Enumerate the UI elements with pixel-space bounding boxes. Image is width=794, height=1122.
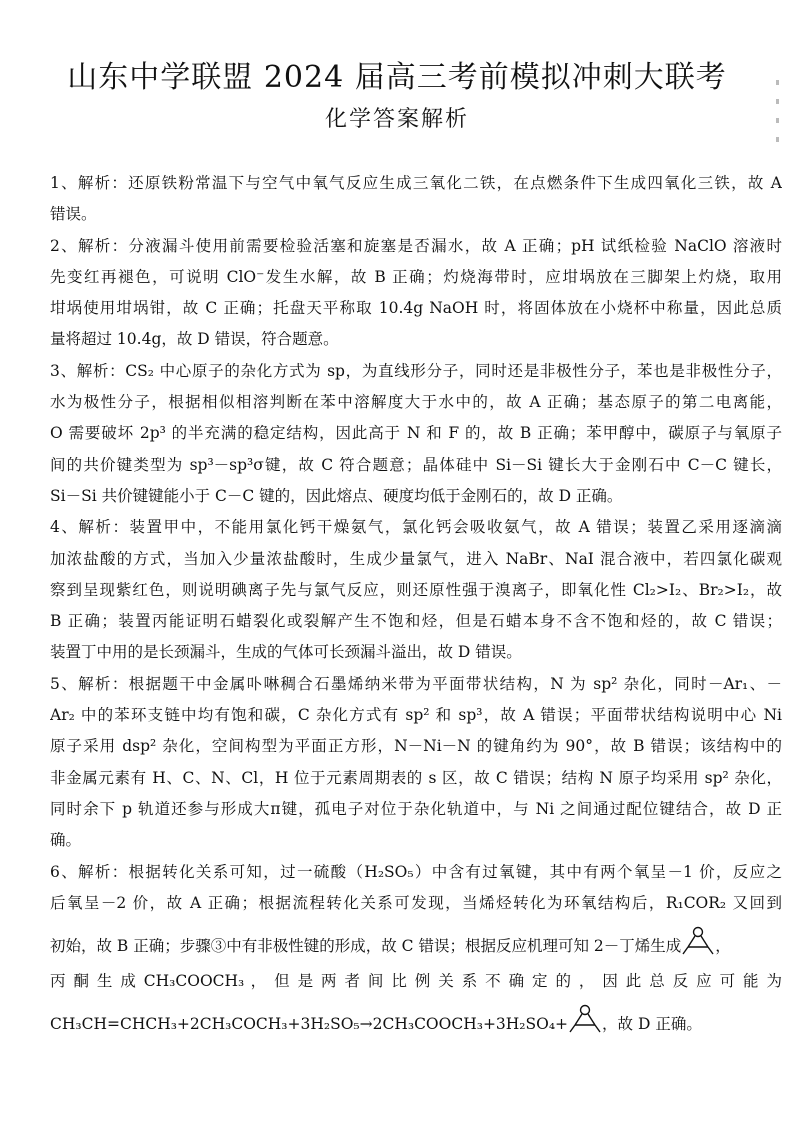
answer-3 bbox=[50, 356, 782, 512]
text-line-with-structure bbox=[50, 1003, 782, 1044]
text-line: 2、解析：分液漏斗使用前需要检验活塞和旋塞是否漏水，故 A 正确；pH 试纸检验 NaClO 溶液时 bbox=[50, 236, 782, 255]
answer-content bbox=[50, 168, 782, 1044]
text-segment: ，故 D 正确。 bbox=[602, 1015, 702, 1034]
text-line: 3、解析：CS₂ 中心原子的杂化方式为 sp，为直线形分子，同时还是非极性分子，苯也是非极性分子， bbox=[50, 361, 782, 380]
text-segment: CH₃CH=CHCH₃+2CH₃COCH₃+3H₂SO₅→2CH₃COOCH₃+3H₂SO₄+ bbox=[50, 1015, 569, 1034]
text-line: 间的共价键类型为 sp³－sp³σ键，故 C 符合题意；晶体硅中 Si－Si 键长大于金刚石中 C－C 键长， bbox=[50, 455, 782, 474]
text-segment: 初始，故 B 正确；步骤③中有非极性键的形成，故 C 错误；根据反应机理可知 2－丁烯生成 bbox=[50, 937, 682, 956]
answer-6 bbox=[50, 857, 782, 1045]
text-line: 6、解析：根据转化关系可知，过一硫酸（H₂SO₅）中含有过氧键，其中有两个氧呈－1 价，反应之 bbox=[50, 862, 782, 881]
answer-5 bbox=[50, 669, 782, 857]
text-line: 丙 酮 生 成 CH₃COOCH₃ ， 但 是 两 者 间 比 例 关 系 不 确 定 的 ， 因 此 总 反 应 可 能 为 bbox=[50, 972, 782, 991]
text-line: 察到呈现紫红色，则说明碘离子先与氯气反应，则还原性强于溴离子，即氧化性 Cl₂>I₂、Br₂>I₂，故 bbox=[50, 580, 782, 599]
text-line: B 正确；装置丙能证明石蜡裂化或裂解产生不饱和烃，但是石蜡本身不含不饱和烃的，故 C 错误； bbox=[50, 612, 782, 631]
epoxide-structure-icon bbox=[568, 1003, 602, 1033]
answer-1 bbox=[50, 168, 782, 231]
text-line: O 需要破坏 2p³ 的半充满的稳定结构，因此高于 N 和 F 的，故 B 正确；苯甲醇中，碳原子与氧原子 bbox=[50, 424, 782, 443]
text-line: 坩埚使用坩埚钳，故 C 正确；托盘天平称取 10.4g NaOH 时，将固体放在小烧杯中称量，因此总质 bbox=[50, 299, 782, 318]
text-line: 同时余下 p 轨道还参与形成大π键，孤电子对位于杂化轨道中，与 Ni 之间通过配位键结合，故 D 正 bbox=[50, 799, 782, 818]
text-line: 错误。 bbox=[50, 205, 97, 224]
text-segment: ， bbox=[715, 937, 731, 956]
text-line-with-structure bbox=[50, 925, 782, 966]
text-line: 4、解析：装置甲中，不能用氯化钙干燥氨气，氯化钙会吸收氨气，故 A 错误；装置乙采用逐滴滴 bbox=[50, 518, 782, 537]
text-line: 后氧呈－2 价，故 A 正确；根据流程转化关系可发现，当烯烃转化为环氧结构后，R₁COR₂ 又回到 bbox=[50, 893, 782, 912]
text-line: Si－Si 共价键键能小于 C－C 键的，因此熔点、硬度均低于金刚石的，故 D 正确。 bbox=[50, 486, 623, 505]
text-line: 非金属元素有 H、C、N、Cl，H 位于元素周期表的 s 区，故 C 错误；结构 N 原子均采用 sp² 杂化， bbox=[50, 768, 782, 787]
answer-2 bbox=[50, 231, 782, 356]
text-line: 确。 bbox=[50, 831, 82, 850]
text-line: 加浓盐酸的方式，当加入少量浓盐酸时，生成少量氯气，进入 NaBr、NaI 混合液中，若四氯化碳观 bbox=[50, 549, 782, 568]
text-line: Ar₂ 中的苯环支链中均有饱和碳，C 杂化方式有 sp² 和 sp³，故 A 错误；平面带状结构说明中心 Ni bbox=[50, 706, 782, 725]
text-line: 水为极性分子，根据相似相溶判断在苯中溶解度大于水中的，故 A 正确；基态原子的第二电离能， bbox=[50, 393, 782, 412]
text-line: 先变红再褪色，可说明 ClO⁻发生水解，故 B 正确；灼烧海带时，应坩埚放在三脚架上灼烧，取用 bbox=[50, 267, 782, 286]
answer-4 bbox=[50, 512, 782, 668]
text-line: 5、解析：根据题干中金属卟啉稠合石墨烯纳米带为平面带状结构，N 为 sp² 杂化，同时－Ar₁、－ bbox=[50, 674, 782, 693]
page-subtitle: 化学答案解析 bbox=[324, 107, 469, 132]
text-line: 量将超过 10.4g，故 D 错误，符合题意。 bbox=[50, 330, 339, 349]
page-title: 山东中学联盟 2024 届高三考前模拟冲刺大联考 bbox=[67, 60, 727, 95]
epoxide-structure-icon bbox=[681, 925, 715, 955]
text-line: 1、解析：还原铁粉常温下与空气中氧气反应生成三氧化二铁，在点燃条件下生成四氧化三铁，故 A bbox=[50, 174, 782, 192]
text-line: 装置丁中用的是长颈漏斗，生成的气体可长颈漏斗溢出，故 D 错误。 bbox=[50, 643, 522, 662]
text-line: 原子采用 dsp² 杂化，空间构型为平面正方形，N－Ni－N 的键角约为 90°，故 B 错误；该结构中的 bbox=[50, 737, 782, 756]
